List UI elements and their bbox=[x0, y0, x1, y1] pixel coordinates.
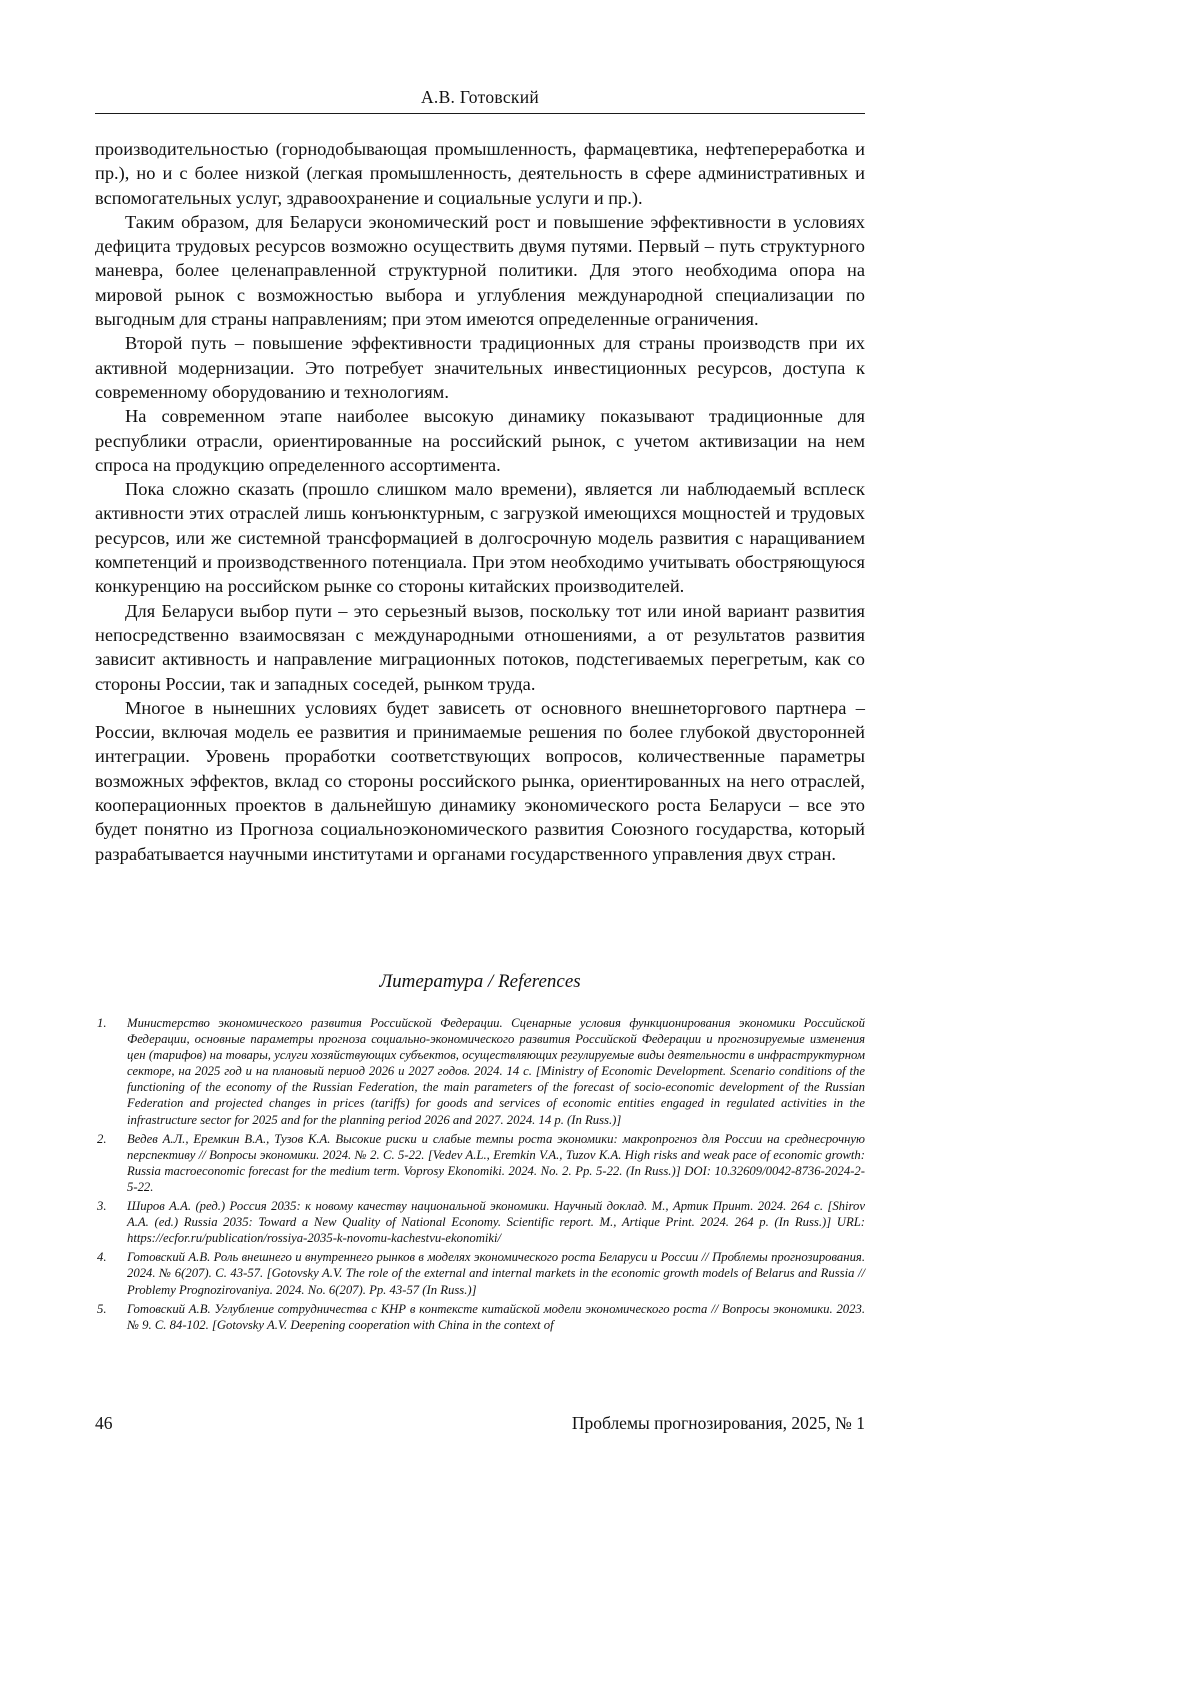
reference-text: Готовский А.В. Роль внешнего и внутреннего рынков в моделях экономического роста Беларуси и России // Про­блемы прогнозирования. 2024. № 6(207). С. 43-57. [Gotovsky A.V. The role of the external and internal markets in the economic growth models of Belarus and Russia // Problemy Prognozirovaniya. 2024. No. 6(207). Pp. 43-57 (In Russ.)] bbox=[127, 1250, 865, 1296]
paragraph: Для Беларуси выбор пути – это серьезный вызов, поскольку тот или иной вариант развития непосредственно взаимосвязан с международными отношениями, а от резуль­татов развития зависит активность и направление миграционных потоков, подстегива­емых перегретым, как со стороны России, так и западных соседей, рынком труда. bbox=[95, 599, 865, 696]
reference-number: 1. bbox=[97, 1015, 107, 1031]
reference-number: 2. bbox=[97, 1131, 107, 1147]
paragraph: Пока сложно сказать (прошло слишком мало времени), является ли наблюдаемый всплеск активности этих отраслей лишь конъюнктурным, с загрузкой имеющихся мощностей и трудовых ресурсов, или же системной трансформацией в долгосроч­ную модель развития с наращиванием компетенций и производственного потенци­ала. При этом необходимо учитывать обостряющуюся конкуренцию на российском рынке со стороны китайских производителей. bbox=[95, 477, 865, 598]
references-list bbox=[95, 1015, 865, 1336]
reference-item bbox=[95, 1198, 865, 1246]
reference-item bbox=[95, 1249, 865, 1297]
journal-issue: Проблемы прогнозирования, 2025, № 1 bbox=[572, 1412, 865, 1434]
paragraph: На современном этапе наиболее высокую динамику показывают традиционные для республики отрасли, ориентированные на российский рынок, с учетом активи­зации на нем спроса на продукцию определенного ассортимента. bbox=[95, 404, 865, 477]
references-heading: Литература / References bbox=[95, 970, 865, 994]
reference-item bbox=[95, 1131, 865, 1195]
paragraph: Второй путь – повышение эффективности традиционных для страны произ­водств при их активной модернизации. Это потребует значительных инвестицион­ных ресурсов, доступа к современному оборудованию и технологиям. bbox=[95, 331, 865, 404]
running-header bbox=[95, 86, 865, 114]
reference-text: Ведев А.Л., Еремкин В.А., Тузов К.А. Высокие риски и слабые темпы роста экономики: макропрогноз для России на среднесрочную перспективу // Вопросы экономики. 2024. № 2. С. 5-22. [Vedev A.L., Eremkin V.A., Tuzov K.A. High risks and weak pace of economic growth: Russia macroeconomic forecast for the medium term. Voprosy Ekonomiki. 2024. No. 2. Pp. 5-22. (In Russ.)] DOI: 10.32609/0042-8736-2024-2-5-22. bbox=[127, 1132, 865, 1194]
page-number: 46 bbox=[95, 1412, 113, 1434]
paragraph: производительностью (горнодобывающая промышленность, фармацевтика, нефтепере­работка и пр.), но и с более низкой (легкая промышленность, деятельность в сфере адми­нистративных и вспомогательных услуг, здравоохранение и социальные услуги и пр.). bbox=[95, 137, 865, 210]
reference-text: Широв А.А. (ред.) Россия 2035: к новому качеству национальной экономики. Научный доклад. М., Артик Принт. 2024. 264 с. [Shirov A.A. (ed.) Russia 2035: Toward a New Quality of National Economy. Scientific report. M., Artique Print. 2024. 264 p. (In Russ.)] URL: https://ecfor.ru/publication/rossiya-2035-k-novomu-kachestvu-ekonomiki/ bbox=[127, 1199, 865, 1245]
reference-item bbox=[95, 1301, 865, 1333]
reference-number: 3. bbox=[97, 1198, 107, 1214]
reference-item bbox=[95, 1015, 865, 1128]
article-body bbox=[95, 137, 865, 866]
reference-number: 5. bbox=[97, 1301, 107, 1317]
header-author: А.В. Готовский bbox=[421, 87, 539, 107]
journal-page bbox=[0, 0, 1200, 1697]
reference-number: 4. bbox=[97, 1249, 107, 1265]
reference-text: Готовский А.В. Углубление сотрудничества с КНР в контексте китайской модели экономического роста // Вопросы экономики. 2023. № 9. С. 84-102. [Gotovsky A.V. Deepening cooperation with China in the context of bbox=[127, 1302, 865, 1332]
paragraph: Многое в нынешних условиях будет зависеть от основного внешнеторгового парт­нера – России, включая модель ее развития и принимаемые решения по более глубо­кой двусторонней интеграции. Уровень проработки соответствующих вопросов, ко­личественные параметры возможных эффектов, вклад со стороны российского рынка, ориентированных на него отраслей, кооперационных проектов в дальнейшую дина­мику экономического роста Беларуси – все это будет понятно из Прогноза социально­экономического развития Союзного государства, который разрабатывается научными институтами и органами государственного управления двух стран. bbox=[95, 696, 865, 866]
paragraph: Таким образом, для Беларуси экономический рост и повышение эффективности в условиях дефицита трудовых ресурсов возможно осуществить двумя путями. Пер­вый – путь структурного маневра, более целенаправленной структурной политики. Для этого необходима опора на мировой рынок с возможностью выбора и углубле­ния международной специализации по выгодным для страны направлениям; при этом имеются определенные ограничения. bbox=[95, 210, 865, 331]
page-footer bbox=[95, 1412, 865, 1434]
reference-text: Министерство экономического развития Российской Федерации. Сценарные условия функционирования эко­номики Российской Федерации, основные параметры прогноза социально-экономического развития Россий­ской Федерации и прогнозируемые изменения цен (тарифов) на товары, услуги хозяйствующих субъектов, осу­ществляющих регулируемые виды деятельности в инфраструктурном секторе, на 2025 год и на плановый пе­риод 2026 и 2027 годов. 2024. 14 с. [Ministry of Economic Development. Scenario conditions of the functioning of the economy of the Russian Federation, the main parameters of the forecast of socio-economic development of the Russian Federation and projected changes in prices (tariffs) for goods and services of economic entities engaged in regulated activities in the infrastructure sector for 2025 and for the planning period 2026 and 2027. 2024. 14 p. (In Russ.)] bbox=[127, 1016, 865, 1127]
